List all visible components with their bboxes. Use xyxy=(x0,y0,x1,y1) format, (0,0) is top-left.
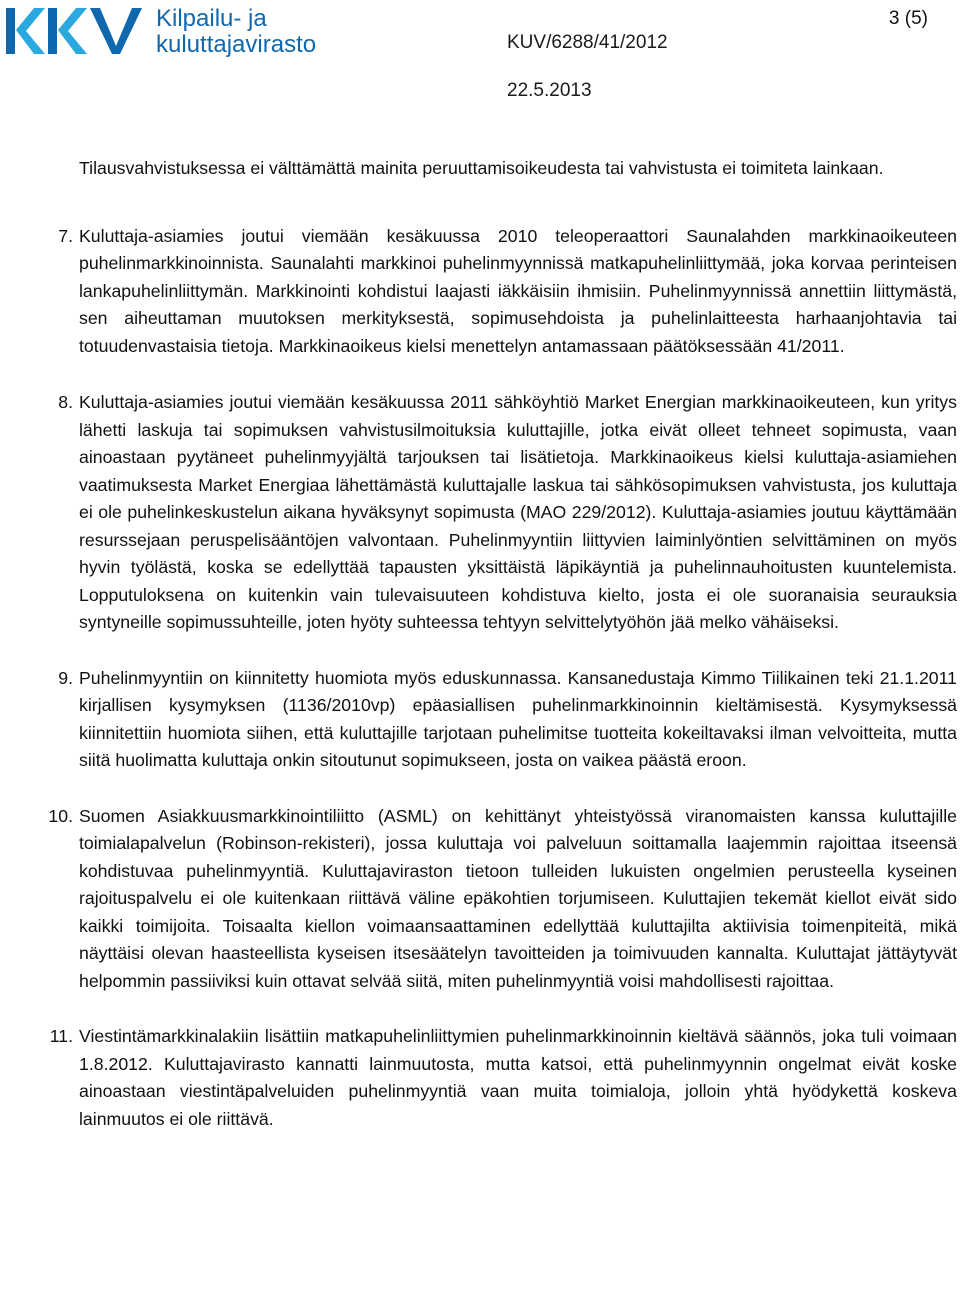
paragraph-number: 7. xyxy=(58,225,73,246)
intro-paragraph: Tilausvahvistuksessa ei välttämättä mainita peruuttamisoikeudesta tai vahvistusta ei toimiteta lainkaan. xyxy=(79,158,884,178)
agency-name-line1: Kilpailu- ja xyxy=(156,5,267,32)
numbered-paragraph-11 xyxy=(49,1023,957,1133)
paragraph-text: Kuluttaja-asiamies joutui viemään kesäkuussa 2010 teleoperaattori Saunalahden markkinaoikeuteen puhelinmarkkinoinnista. Saunalahti markkinoi puhelinmyynnissä matkapuhelinliittymää, joka korvaa perinteisen lankapuhelinliittymän. Markkinointi kohdistui laajasti iäkkäisiin ihmisiin. Puhelinmyynnissä annettiin liittymästä, sen aiheuttaman muutoksen merkityksestä, sopimusehdoista ja puhelinlaitteesta harhaanjohtavia tai totuudenvastaisia tietoja. Markkinaoikeus kielsi menettelyn antamassaan päätöksessään 41/2011. xyxy=(79,225,957,356)
paragraph-number: 9. xyxy=(58,667,73,688)
agency-name xyxy=(156,6,316,58)
agency-name-line2: kuluttajavirasto xyxy=(156,31,317,58)
numbered-paragraph-9 xyxy=(58,665,957,775)
document-number: KUV/6288/41/2012 xyxy=(507,32,668,53)
paragraph-text: Viestintämarkkinalakiin lisättiin matkapuhelinliittymien puhelinmarkkinoinnin kieltävä säännös, joka tuli voimaan 1.8.2012. Kuluttajavirasto kannatti lainmuutosta, mutta katsoi, että puhelinmyynnin ongelmat eivät koske ainoastaan viestintäpalveluiden puhelinmyyntiä vaan muita toimialoja, jolloin yhtä hyödykettä koskeva lainmuutos ei ole riittävä. xyxy=(79,1026,957,1129)
paragraph-number: 8. xyxy=(58,392,73,412)
paragraph-text: Kuluttaja-asiamies joutui viemään kesäkuussa 2011 sähköyhtiö Market Energian markkinaoikeuteen, kun yritys lähetti laskuja tai sopimuksen vahvistusilmoituksia kuluttajille, jotka eivät olleet tehneet sopimusta, vaan ainoastaan pyytäneet puhelinmyyjältä tarjouksen tai lisätietoja. Markkinaoikeus kielsi kuluttaja-asiamiehen vaatimuksesta Market Energiaa lähettämästä kuluttajalle laskua tai sähkösopimuksen vahvistusta, jos kuluttaja ei ole puhelinkeskustelun aikana hyväksynyt sopimusta (MAO 229/2012). Kuluttaja-asiamies joutuu käyttämään resurssejaan peruspelisääntöjen valvontaan. Puhelinmyyntiin liittyvien laiminlyöntien selvittäminen on myös hyvin työlästä, koska se edellyttää tapausten yksittäistä läpikäyntiä ja puhelinnauhoitusten kuuntelemista. Lopputuloksena on kuitenkin vain tulevaisuuteen kohdistuva kielto, josta ei ole suoranaisia seurauksia syntyneille sopimussuhteille, joten hyöty suhteessa tehtyyn selvittelytyöhön jää melko vähäiseksi. xyxy=(79,392,957,632)
paragraph-number: 10. xyxy=(48,805,73,826)
paragraph-number: 11. xyxy=(49,1026,73,1046)
paragraph-text: Suomen Asiakkuusmarkkinointiliitto (ASML) on kehittänyt yhteistyössä viranomaisten kanssa kuluttajille toimialapalvelun (Robinson-rekisteri), jossa kuluttaja voi palveluun soittamalla laajemmin rajoittaa itseensä kohdistuvaa puhelinmyyntiä. Kuluttajaviraston tietoon tulleiden lukuisten ongelmien perusteella kyseinen rajoituspalvelu ei ole kuitenkaan riittävä väline epäkohtien torjumiseen. Kuluttajien tekemät kiellot eivät sido kaikki toimijoita. Toisaalta kiellon voimaansaattaminen edellyttää kuluttajilta aktiivisia toimenpiteitä, mikä näyttäisi olevan haasteellista kyseisen itsesäätelyn tavoitteiden ja toimivuuden kannalta. Kuluttajat jättäytyvät helpommin passiiviksi kuin ottavat selvää siitä, miten puhelinmyyntiä voisi mahdollisesti rajoittaa. xyxy=(79,805,957,991)
kkv-logo xyxy=(4,6,144,56)
numbered-paragraph-10 xyxy=(48,803,957,996)
numbered-paragraph-7 xyxy=(58,223,957,361)
document-body xyxy=(48,155,957,1133)
numbered-paragraph-8 xyxy=(58,389,957,637)
page-number: 3 (5) xyxy=(888,8,928,29)
paragraph-text: Puhelinmyyntiin on kiinnitetty huomiota myös eduskunnassa. Kansanedustaja Kimmo Tiilikainen teki 21.1.2011 kirjallisen kysymyksen (1136/2010vp) epäasiallisen puhelinmarkkinoinnin kieltämisestä. Kysymyksessä kiinnitettiin huomiota siihen, että kuluttajille tarjotaan puhelimitse tuotteita kokeiltavaksi ilman velvoitteita, mutta siitä huolimatta kuluttaja onkin sitoutunut sopimukseen, josta on vaikea päästä eroon. xyxy=(79,667,957,770)
document-date: 22.5.2013 xyxy=(507,80,592,101)
page-header xyxy=(0,0,960,110)
